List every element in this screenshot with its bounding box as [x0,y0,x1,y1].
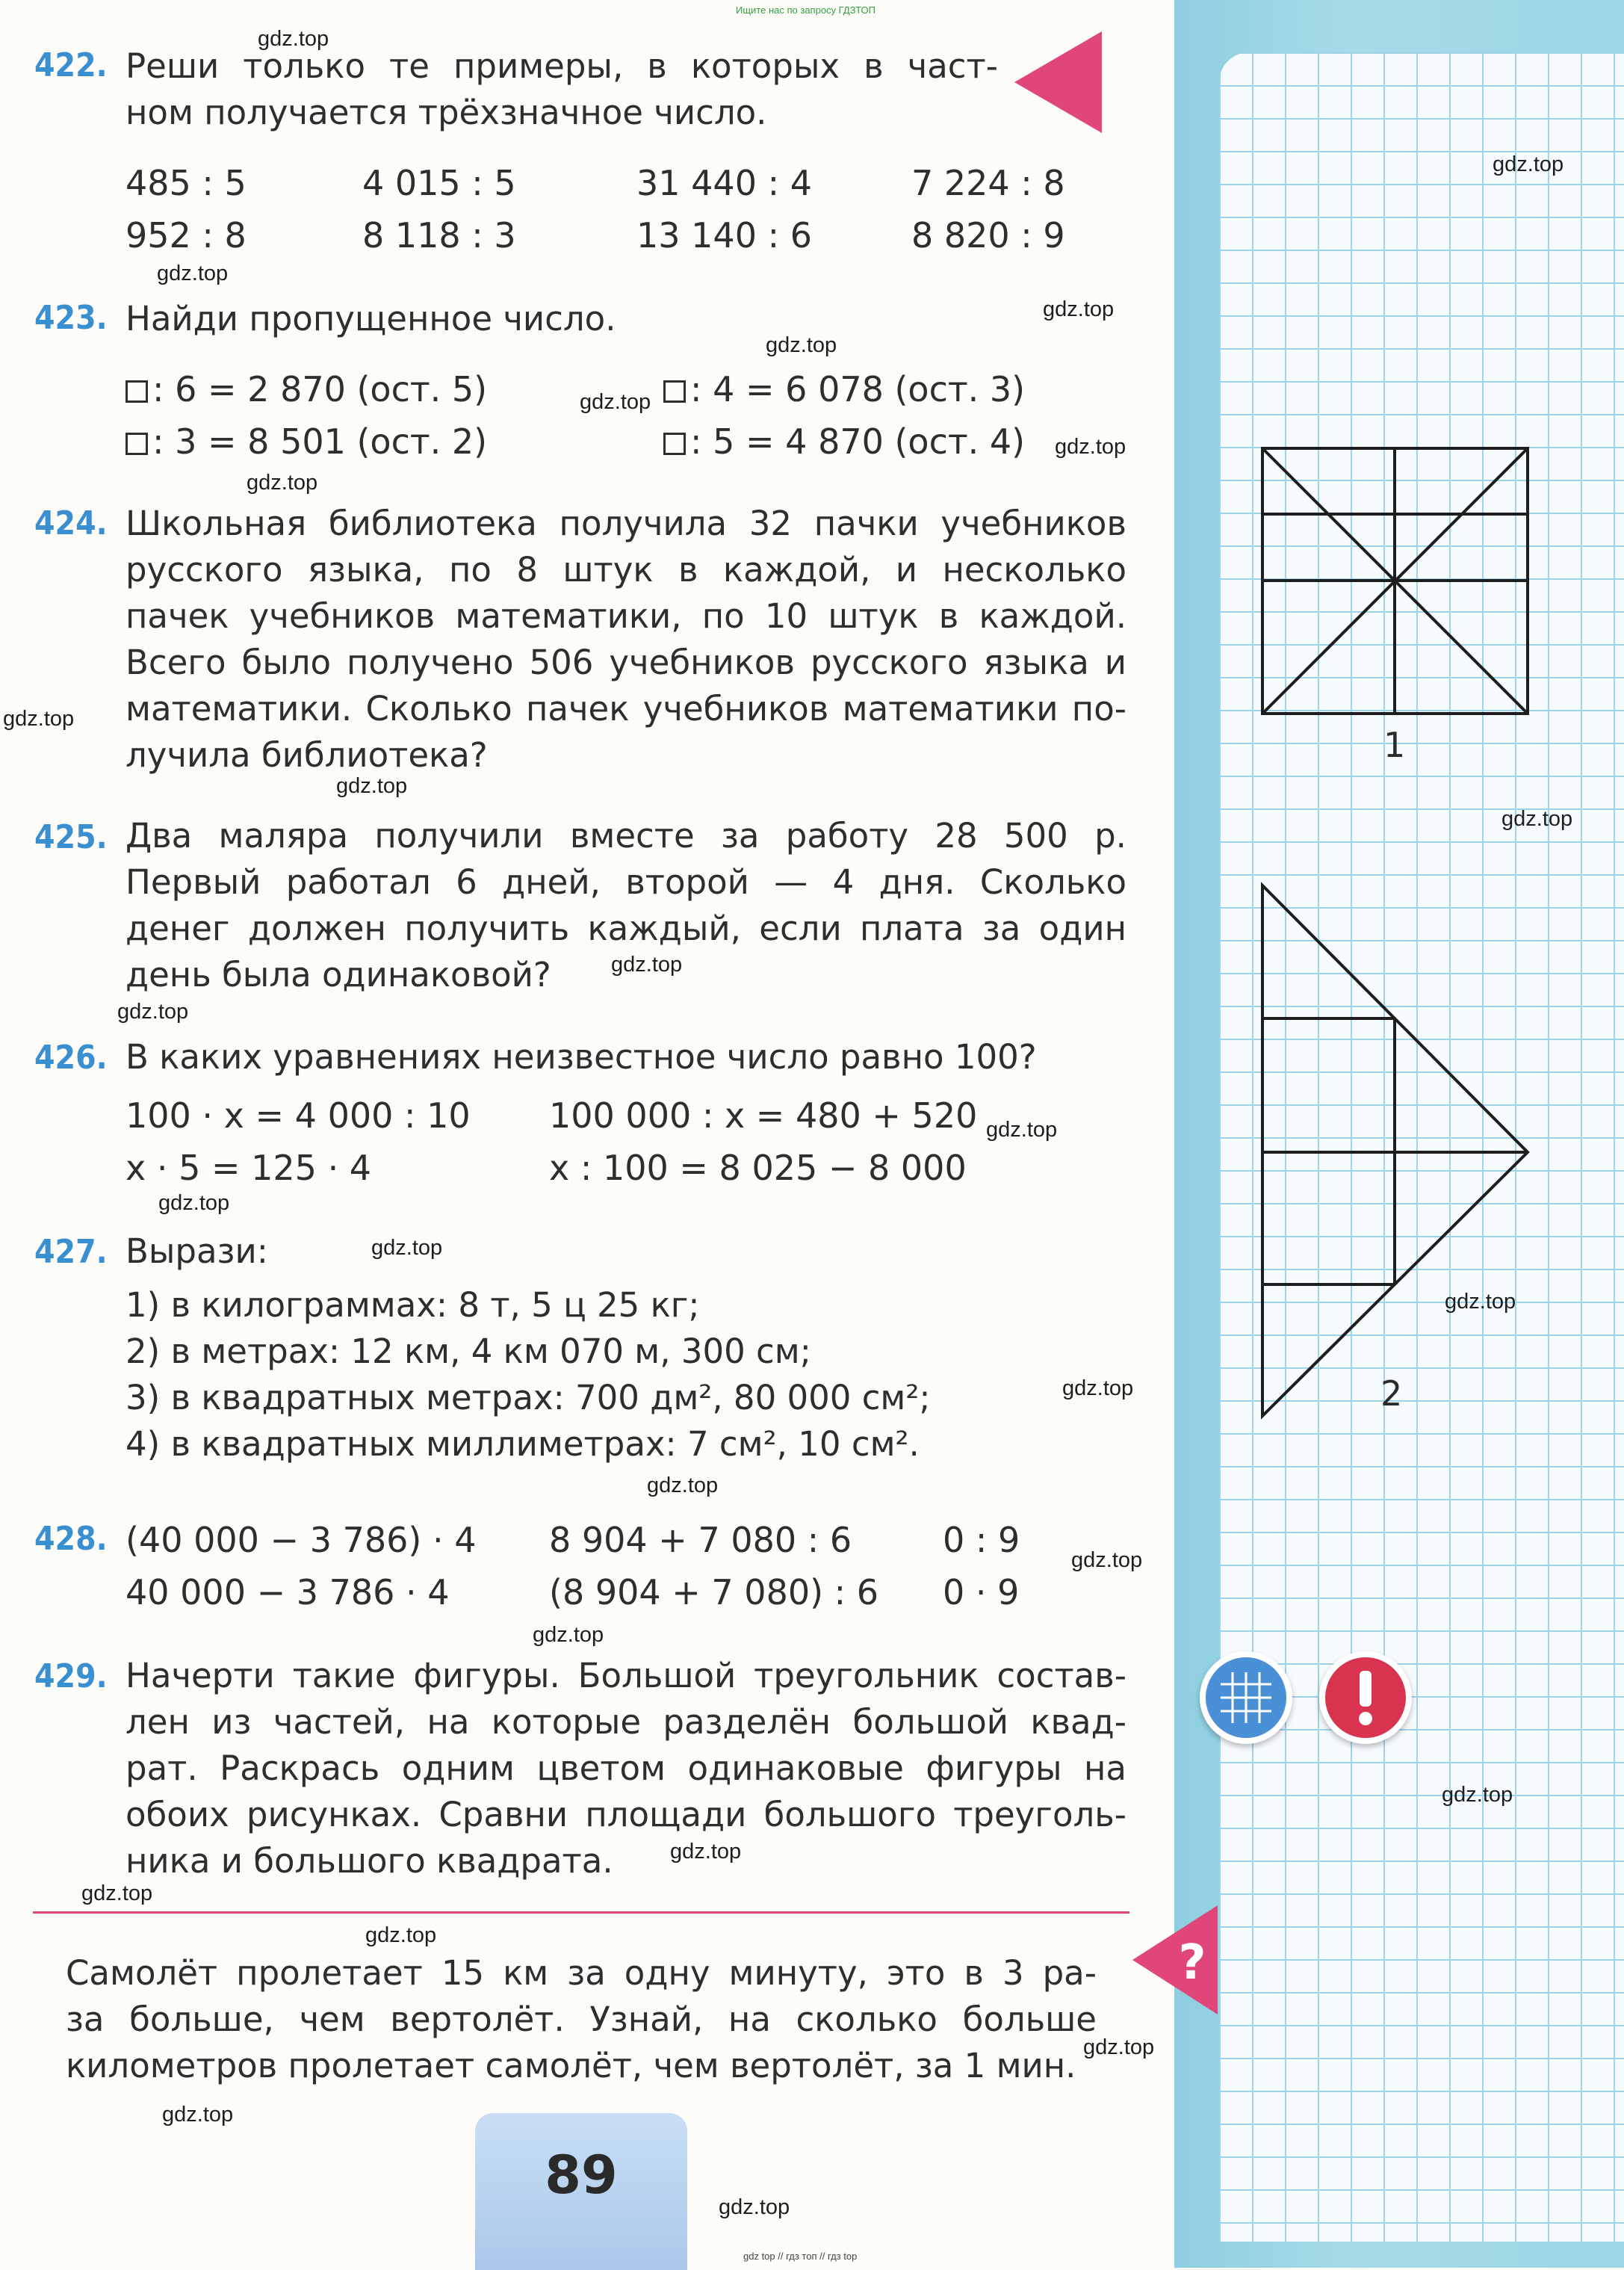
question-icon [1129,1904,1222,2016]
example: 952 : 8 [125,215,247,256]
expression: (40 000 − 3 786) · 4 [125,1520,477,1560]
task-429-line-3: рат. Раскрась одним цветом одинаковые фигуры на [125,1748,1126,1788]
figure-1-square [1262,448,1528,714]
task-422-line-2: ном получается трёхзначное число. [125,93,767,132]
watermark: gdz.top [533,1623,604,1647]
equation: : 5 = 4 870 (ост. 4) [663,421,1025,462]
watermark: gdz.top [647,1473,719,1497]
equation: : 3 = 8 501 (ост. 2) [125,421,487,462]
equation: : 4 = 6 078 (ост. 3) [663,369,1025,409]
task-424-line-4: Всего было получено 506 учебников русского языка и [125,643,1126,682]
watermark: gdz.top [1083,2035,1155,2059]
empty-box-icon [125,433,148,455]
figure-2-label: 2 [1380,1373,1403,1414]
watermark: gdz.top [3,707,75,731]
equation: 100 000 : x = 480 + 520 [549,1095,978,1136]
task-422-line-1: Реши только те примеры, в которых в част- [125,46,998,86]
task-number-426: 426. [34,1039,108,1077]
expression: 0 : 9 [943,1520,1020,1560]
watermark: gdz.top [258,27,329,51]
watermark: gdz.top [162,2103,234,2127]
example: 8 820 : 9 [911,215,1065,256]
example: 485 : 5 [125,163,247,203]
divider [33,1911,1129,1914]
watermark: gdz.top [1055,435,1126,459]
task-number-428: 428. [34,1520,108,1558]
example: 4 015 : 5 [362,163,516,203]
watermark: gdz.top [336,774,408,798]
footer-note: gdz top // гдз топ // гдз top [743,2251,858,2262]
task-427-line-1: Вырази: [125,1231,268,1271]
empty-box-icon [663,433,686,455]
equation: : 6 = 2 870 (ост. 5) [125,369,487,409]
figures [1255,441,1539,1435]
task-424-line-5: математики. Сколько пачек учебников математики по- [125,689,1126,729]
task-429-line-5: ника и большого квадрата. [125,1841,613,1881]
task-number-427: 427. [34,1233,108,1271]
task-number-423: 423. [34,299,108,337]
watermark: gdz.top [157,262,229,285]
empty-box-icon [663,380,686,403]
watermark: gdz.top [611,953,683,977]
watermark: gdz.top [1442,1783,1513,1807]
task-424-line-3: пачек учебников математики, по 10 штук в каждой. [125,596,1126,636]
svg-text:?: ? [1178,1935,1206,1991]
task-number-429: 429. [34,1657,108,1695]
watermark: gdz.top [1071,1548,1143,1572]
bonus-line-1: Самолёт пролетает 15 км за одну минуту, это в 3 ра- [66,1953,1097,1993]
watermark: gdz.top [719,2195,790,2219]
empty-box-icon [125,380,148,403]
task-425-line-4: день была одинаковой? [125,955,551,995]
watermark: gdz.top [1445,1290,1516,1314]
task-427-item-2: 2) в метрах: 12 км, 4 км 070 м, 300 см; [125,1332,811,1371]
watermark: gdz.top [365,1923,437,1947]
watermark: gdz.top [670,1840,742,1864]
expression: 0 · 9 [943,1572,1020,1612]
task-429-line-2: лен из частей, на которые разделён большой квад- [125,1702,1126,1742]
page-number: 89 [545,2144,618,2206]
watermark: gdz.top [247,471,318,495]
task-424-line-6: лучила библиотека? [125,735,488,775]
example: 13 140 : 6 [636,215,812,256]
watermark: gdz.top [371,1236,443,1260]
task-424-line-1: Школьная библиотека получила 32 пачки учебников [125,504,1126,543]
watermark: gdz.top [1062,1376,1134,1400]
bonus-line-3: километров пролетает самолёт, чем вертолёт, за 1 мин. [66,2046,1076,2085]
task-425-line-1: Два маляра получили вместе за работу 28 500 р. [125,816,1126,856]
equation: x · 5 = 125 · 4 [125,1148,372,1188]
watermark: gdz.top [81,1881,153,1905]
example: 8 118 : 3 [362,215,516,256]
grid-icon [1200,1651,1292,1744]
watermark: gdz.top [158,1191,230,1215]
task-425-line-3: денег должен получить каждый, если плата за один [125,909,1126,948]
bonus-line-2: за больше, чем вертолёт. Узнай, на сколько больше [66,2000,1097,2039]
example: 7 224 : 8 [911,163,1065,203]
watermark: gdz.top [1043,297,1115,321]
task-429-line-4: обоих рисунках. Сравни площади большого треуголь- [125,1795,1126,1834]
watermark: gdz.top [1493,152,1564,176]
expression: (8 904 + 7 080) : 6 [549,1572,879,1612]
task-429-line-1: Начерти такие фигуры. Большой треугольник состав- [125,1656,1126,1695]
task-number-424: 424. [34,504,108,542]
watermark: gdz.top [117,1000,189,1024]
task-427-item-4: 4) в квадратных миллиметрах: 7 см², 10 см². [125,1424,920,1464]
task-425-line-2: Первый работал 6 дней, второй — 4 дня. Сколько [125,862,1126,902]
task-427-item-3: 3) в квадратных метрах: 700 дм², 80 000 см²; [125,1378,931,1417]
header-note: Ищите нас по запросу ГДЗТОП [736,4,876,16]
task-424-line-2: русского языка, по 8 штук в каждой, и несколько [125,550,1126,590]
watermark: gdz.top [1501,807,1573,831]
watermark: gdz.top [986,1118,1058,1142]
example: 31 440 : 4 [636,163,812,203]
triangle-marker-icon [1008,30,1106,134]
exclamation-icon [1319,1651,1412,1744]
figure-1-label: 1 [1383,725,1406,765]
task-number-422: 422. [34,46,108,84]
equation: x : 100 = 8 025 − 8 000 [549,1148,967,1188]
watermark: gdz.top [766,333,837,357]
watermark: gdz.top [580,390,651,414]
task-423-line-1: Найди пропущенное число. [125,299,616,338]
expression: 40 000 − 3 786 · 4 [125,1572,450,1612]
task-number-425: 425. [34,818,108,856]
task-427-item-1: 1) в килограммах: 8 т, 5 ц 25 кг; [125,1285,700,1325]
expression: 8 904 + 7 080 : 6 [549,1520,852,1560]
equation: 100 · x = 4 000 : 10 [125,1095,471,1136]
figure-2-triangle [1262,885,1528,1416]
task-426-line-1: В каких уравнениях неизвестное число равно 100? [125,1037,1037,1077]
